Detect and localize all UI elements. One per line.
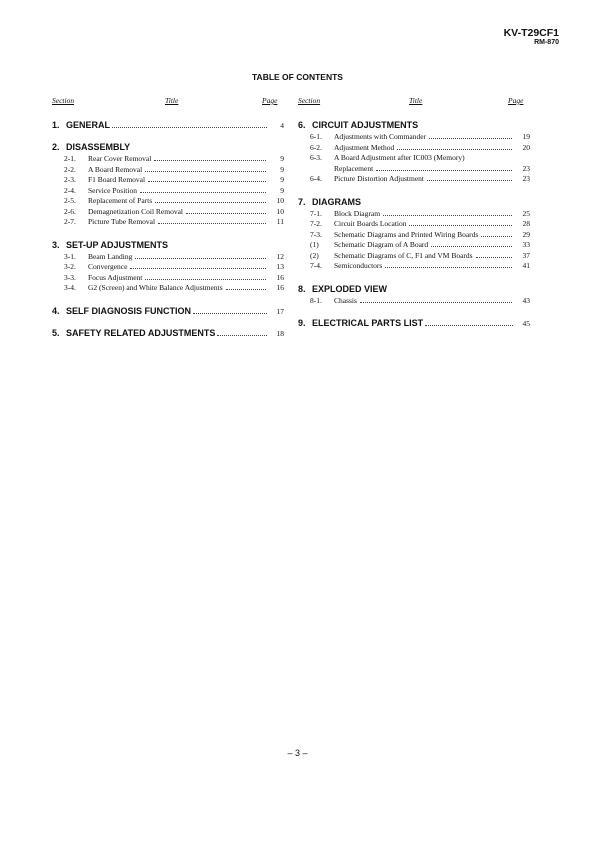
item-page: 20 <box>522 142 530 152</box>
toc-item[interactable] <box>298 174 530 185</box>
dot-leader <box>154 160 266 161</box>
left-section-header: Section <box>52 96 75 105</box>
section-number: 4. <box>52 305 60 316</box>
dot-leader <box>155 202 266 203</box>
item-number: 2-2. <box>64 164 76 174</box>
dot-leader <box>409 225 512 226</box>
item-number: 2-5. <box>64 196 76 205</box>
item-title: Focus Adjustment <box>88 272 143 282</box>
item-page: 16 <box>276 283 284 292</box>
toc-item[interactable] <box>52 207 284 218</box>
item-title: G2 (Screen) and White Balance Adjustments <box>88 283 223 292</box>
section-title: SAFETY RELATED ADJUSTMENTS <box>66 327 216 338</box>
dot-leader <box>148 181 266 182</box>
item-page: 10 <box>276 206 284 216</box>
toc-section[interactable] <box>52 120 284 130</box>
item-page: 23 <box>522 163 530 173</box>
section-title: SET-UP ADJUSTMENTS <box>66 239 169 250</box>
toc-item[interactable] <box>298 132 530 143</box>
toc-section[interactable] <box>298 197 530 207</box>
item-number: 2-7. <box>64 217 76 226</box>
item-title: Schematic Diagram of A Board <box>334 240 429 249</box>
item-title: Semiconductors <box>334 261 383 270</box>
dot-leader <box>397 149 512 150</box>
section-number: 7. <box>298 196 306 207</box>
section-number: 2. <box>52 142 60 152</box>
section-page: 17 <box>276 306 284 316</box>
section-title: DISASSEMBLY <box>66 142 131 152</box>
item-number: 3-3. <box>64 272 76 282</box>
section-number: 8. <box>298 283 306 294</box>
item-number: (1) <box>310 240 319 249</box>
item-page: 11 <box>276 217 284 226</box>
item-page: 43 <box>522 295 530 305</box>
dot-leader <box>383 215 512 216</box>
item-page: 16 <box>276 272 284 282</box>
dot-leader <box>135 258 266 259</box>
section-number: 6. <box>298 120 306 130</box>
toc-right-column <box>298 120 530 330</box>
toc-section[interactable] <box>52 240 284 250</box>
item-number: (2) <box>310 250 319 260</box>
toc-item[interactable] <box>298 240 530 251</box>
right-page-header: Page <box>508 96 524 105</box>
item-title: Picture Tube Removal <box>88 217 156 226</box>
toc-item[interactable] <box>52 217 284 228</box>
item-page: 13 <box>276 262 284 271</box>
item-number: 6-2. <box>310 142 322 152</box>
toc-item[interactable] <box>298 251 530 262</box>
toc-section[interactable] <box>52 306 284 316</box>
toc-item[interactable] <box>52 252 284 263</box>
dot-leader <box>145 171 266 172</box>
item-page: 9 <box>280 175 284 184</box>
dot-leader <box>217 335 267 336</box>
section-title: ELECTRICAL PARTS LIST <box>312 318 424 328</box>
remote-model: RM-870 <box>534 39 559 47</box>
item-number: 7-1. <box>310 208 322 218</box>
item-page: 28 <box>522 219 530 228</box>
toc-section[interactable] <box>298 318 530 328</box>
item-number: 8-1. <box>310 295 322 305</box>
section-number: 9. <box>298 318 306 328</box>
item-page: 41 <box>522 261 530 270</box>
item-number: 6-1. <box>310 132 322 141</box>
right-title-header: Title <box>409 96 423 105</box>
toc-section[interactable] <box>52 142 284 152</box>
model-number: KV-T29CF1 <box>503 27 559 39</box>
item-title: Beam Landing <box>88 251 133 261</box>
item-number: 6-4. <box>310 174 322 183</box>
dot-leader <box>385 267 512 268</box>
dot-leader <box>360 302 512 303</box>
toc-item[interactable] <box>52 196 284 207</box>
item-title: Schematic Diagrams and Printed Wiring Boards <box>334 229 479 239</box>
section-page: 18 <box>276 328 284 338</box>
item-number: 3-4. <box>64 283 76 292</box>
toc-item[interactable] <box>298 209 530 220</box>
dot-leader <box>158 223 266 224</box>
item-page: 10 <box>276 196 284 205</box>
toc-section[interactable] <box>298 284 530 294</box>
item-page: 23 <box>522 174 530 183</box>
toc-section[interactable] <box>298 120 530 130</box>
page-title: TABLE OF CONTENTS <box>252 72 343 82</box>
section-title: SELF DIAGNOSIS FUNCTION <box>66 305 192 316</box>
dot-leader <box>193 313 267 314</box>
toc-item[interactable] <box>52 165 284 176</box>
item-number: 6-3. <box>310 153 322 162</box>
toc-item[interactable] <box>298 143 530 154</box>
model-header <box>504 28 559 46</box>
section-title: DIAGRAMS <box>312 196 361 207</box>
dot-leader <box>130 268 266 269</box>
item-page: 25 <box>522 208 530 218</box>
item-title-continued: Replacement <box>334 163 374 173</box>
section-number: 5. <box>52 327 60 338</box>
toc-item[interactable] <box>52 273 284 284</box>
section-number: 3. <box>52 239 60 250</box>
dot-leader <box>376 170 512 171</box>
item-title: Adjustment Method <box>334 142 395 152</box>
dot-leader <box>427 180 512 181</box>
toc-item-continuation[interactable] <box>298 164 530 175</box>
item-page: 12 <box>276 251 284 261</box>
section-page: 45 <box>522 319 530 328</box>
item-page: 37 <box>522 250 530 260</box>
toc-item[interactable] <box>52 283 284 294</box>
toc-left-column <box>52 120 284 340</box>
item-title: Demagnetization Coil Removal <box>88 206 183 216</box>
item-title: Schematic Diagrams of C, F1 and VM Boards <box>334 250 473 260</box>
section-page: 4 <box>280 121 284 130</box>
item-number: 2-6. <box>64 206 76 216</box>
toc-item[interactable] <box>52 262 284 273</box>
item-title: Adjustments with Commander <box>334 132 427 141</box>
dot-leader <box>140 192 266 193</box>
left-page-header: Page <box>262 96 278 105</box>
item-page: 9 <box>280 185 284 195</box>
page-number: – 3 – <box>287 748 308 758</box>
toc-item[interactable] <box>52 154 284 165</box>
dot-leader <box>145 279 266 280</box>
item-title: Convergence <box>88 262 128 271</box>
item-page: 29 <box>522 229 530 239</box>
dot-leader <box>481 236 512 237</box>
item-number: 7-3. <box>310 229 322 239</box>
toc-item[interactable] <box>298 153 530 164</box>
item-number: 2-4. <box>64 185 76 195</box>
dot-leader <box>431 246 512 247</box>
item-title: Picture Distortion Adjustment <box>334 174 424 183</box>
item-number: 7-4. <box>310 261 322 270</box>
section-title: GENERAL <box>66 120 111 130</box>
toc-item[interactable] <box>52 186 284 197</box>
item-title: F1 Board Removal <box>88 175 146 184</box>
dot-leader <box>425 325 513 326</box>
toc-item[interactable] <box>298 261 530 272</box>
item-title: Rear Cover Removal <box>88 154 152 163</box>
toc-item[interactable] <box>298 219 530 230</box>
left-title-header: Title <box>165 96 179 105</box>
toc-section[interactable] <box>52 328 284 338</box>
section-title: CIRCUIT ADJUSTMENTS <box>312 120 419 130</box>
item-title: Chassis <box>334 295 357 305</box>
item-page: 9 <box>280 154 284 163</box>
toc-item[interactable] <box>298 296 530 307</box>
item-title: Replacement of Parts <box>88 196 153 205</box>
toc-item[interactable] <box>52 175 284 186</box>
item-number: 2-1. <box>64 154 76 163</box>
item-page: 19 <box>522 132 530 141</box>
item-title: A Board Removal <box>88 164 143 174</box>
toc-item[interactable] <box>298 230 530 241</box>
dot-leader <box>186 213 266 214</box>
item-title: A Board Adjustment after IC003 (Memory) <box>334 153 465 162</box>
dot-leader <box>429 138 512 139</box>
dot-leader <box>226 289 266 290</box>
item-number: 3-2. <box>64 262 76 271</box>
right-section-header: Section <box>298 96 321 105</box>
item-number: 2-3. <box>64 175 76 184</box>
item-number: 7-2. <box>310 219 322 228</box>
section-title: EXPLODED VIEW <box>312 283 388 294</box>
item-number: 3-1. <box>64 251 76 261</box>
item-page: 9 <box>280 164 284 174</box>
item-title: Service Position <box>88 185 137 195</box>
item-page: 33 <box>522 240 530 249</box>
item-title: Block Diagram <box>334 208 381 218</box>
dot-leader <box>112 127 267 128</box>
section-number: 1. <box>52 120 60 130</box>
item-title: Circuit Boards Location <box>334 219 407 228</box>
dot-leader <box>476 257 512 258</box>
